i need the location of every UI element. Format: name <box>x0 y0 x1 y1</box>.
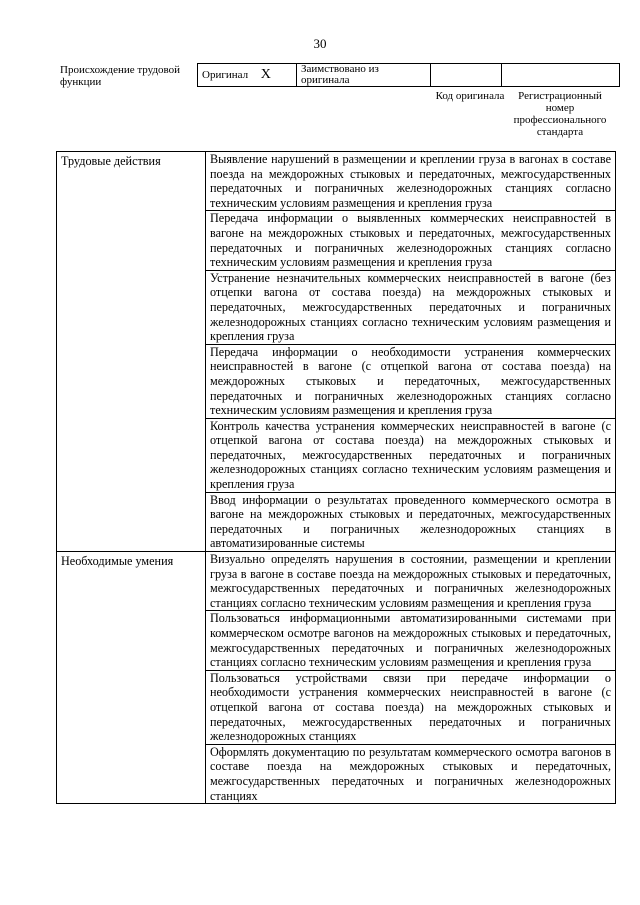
table-row <box>57 152 616 211</box>
original-label: Оригинал <box>202 69 249 81</box>
table-row <box>57 552 616 611</box>
labor-actions-label: Трудовые действия <box>57 152 206 552</box>
origin-table <box>197 63 620 87</box>
labor-action-item: Контроль качества устранения коммерческих неисправностей в вагоне (с отцепкой вагона от состава поезда) на междорожных стыковых и передаточных, межгосударственных передаточных и пограничных железнодорожных станциях согласно техническим условиям размещения и крепления груза <box>206 418 616 492</box>
code-cell <box>431 64 502 87</box>
original-mark: X <box>260 67 271 82</box>
skill-item: Визуально определять нарушения в состоянии, размещении и креплении груза в вагоне в составе поезда на междорожных стыковых и передаточных, межгосударственных передаточных и пограничных железнодорожных станциях согласно техническим условиям размещения и крепления груза <box>206 552 616 611</box>
skill-item: Пользоваться устройствами связи при передаче информации о необходимости устранения коммерческих неисправностей в вагоне (с отцепкой вагона от состава поезда) на междорожных стыковых и передаточных, межгосударственных передаточных и пограничных железнодорожных станциях <box>206 670 616 744</box>
skill-item: Пользоваться информационными автоматизированными системами при коммерческом осмотре вагонов на междорожных стыковых и передаточных, межгосударственных передаточных и пограничных железнодорожных станциях согласно техническим условиям размещения и крепления груза <box>206 611 616 670</box>
labor-action-item: Выявление нарушений в размещении и креплении груза в вагонах в составе поезда на междорожных стыковых и передаточных, межгосударственных передаточных и пограничных железнодорожных станциях согласно техническим условиям размещения и крепления груза <box>206 152 616 211</box>
labor-action-item: Устранение незначительных коммерческих неисправностей в вагоне (без отцепки вагона от состава поезда) на междорожных стыковых и передаточных, межгосударственных передаточных и пограничных железнодорожных станциях согласно техническим условиям размещения и крепления груза <box>206 270 616 344</box>
labor-action-item: Передача информации о выявленных коммерческих неисправностей в вагоне на междорожных стыковых и передаточных, межгосударственных передаточных и пограничных железнодорожных станциях согласно техническим условиям размещения и крепления груза <box>206 211 616 270</box>
function-table <box>56 151 616 804</box>
required-skills-label: Необходимые умения <box>57 552 206 804</box>
labor-action-item: Ввод информации о результатах проведенного коммерческого осмотра в вагоне на междорожных стыковых и передаточных, межгосударственных передаточных и пограничных железнодорожных станциях в автоматизированные системы <box>206 492 616 551</box>
labor-action-item: Передача информации о необходимости устранения коммерческих неисправностей в вагоне (с отцепкой вагона от состава поезда) на междорожных стыковых и передаточных, межгосударственных передаточных и пограничных железнодорожных станциях согласно техническим условиям размещения и крепления груза <box>206 344 616 418</box>
original-cell <box>198 64 297 87</box>
borrowed-cell: Заимствовано из оригинала <box>297 64 431 87</box>
origin-label: Происхождение трудовой функции <box>60 64 181 88</box>
skill-item: Оформлять документацию по результатам коммерческого осмотра вагонов в составе поезда на междорожных стыковых и передаточных, межгосударственных передаточных и пограничных железнодорожных станциях <box>206 744 616 803</box>
reg-number-cell <box>502 64 620 87</box>
reg-number-label: Регистрационный номер профессионального стандарта <box>513 90 607 138</box>
code-original-label: Код оригинала <box>435 90 505 102</box>
page-number: 30 <box>313 36 327 51</box>
